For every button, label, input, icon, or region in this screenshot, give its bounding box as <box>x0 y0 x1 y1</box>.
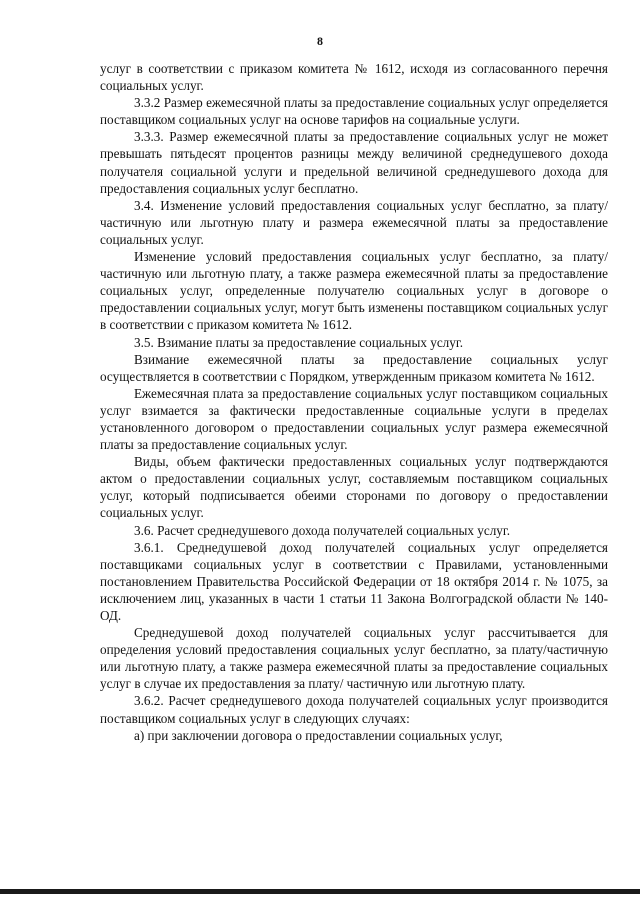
section-heading: 3.6. Расчет среднедушевого дохода получателей социальных услуг. <box>134 522 511 538</box>
page-number: 8 <box>317 34 323 48</box>
paragraph: Взимание ежемесячной платы за предоставление социальных услуг осуществляется в соответствии с Порядком, утвержденным приказом комитета № 1612. <box>100 351 608 384</box>
scan-edge-bar <box>0 889 640 894</box>
list-item: а) при заключении договора о предоставлении социальных услуг, <box>134 727 503 743</box>
section-heading: 3.5. Взимание платы за предоставление социальных услуг. <box>134 334 464 350</box>
paragraph: 3.3.3. Размер ежемесячной платы за предоставление социальных услуг не может превышать пятьдесят процентов разницы между величиной среднедушевого дохода получателя социальной услуги и предельной величиной среднедушевого дохода для предоставления социальных услуг бесплатно. <box>100 129 608 196</box>
paragraph: Изменение условий предоставления социальных услуг бесплатно, за плату/частичную или льготную плату, а также размера ежемесячной платы за предоставление социальных услуг, определенные получателю социальных услуг в договоре о предоставлении социальных услуг, могут быть изменены поставщиком социальных услуг в соответствии с приказом комитета № 1612. <box>100 249 608 333</box>
paragraph: Виды, объем фактически предоставленных социальных услуг подтверждаются актом о предоставлении социальных услуг, составляемым поставщиком социальных услуг, который подписывается обеими сторонами по договору о предоставлении социальных услуг. <box>100 454 608 521</box>
paragraph: 3.4. Изменение условий предоставления социальных услуг бесплатно, за плату/частичную или льготную плату и размера ежемесячной платы за предоставление социальных услуг. <box>100 197 608 247</box>
paragraph: 3.3.2 Размер ежемесячной платы за предоставление социальных услуг определяется поставщиком социальных услуг на основе тарифов на социальные услуги. <box>100 95 608 128</box>
paragraph: 3.6.2. Расчет среднедушевого дохода получателей социальных услуг производится поставщиком социальных услуг в следующих случаях: <box>100 693 608 726</box>
paragraph: услуг в соответствии с приказом комитета № 1612, исходя из согласованного перечня социальных услуг. <box>100 61 608 94</box>
paragraph: 3.6.1. Среднедушевой доход получателей социальных услуг определяется поставщиками социальных услуг в соответствии с Правилами, установленными постановлением Правительства Российской Федерации от 18 октября 2014 г. № 1075, за исключением лиц, указанных в части 1 статьи 11 Закона Волгоградской области № 140-ОД. <box>100 539 608 623</box>
paragraph: Среднедушевой доход получателей социальных услуг рассчитывается для определения условий предоставления социальных услуг бесплатно, за плату/частичную или льготную плату, а также размера ежемесячной платы за предоставление социальных услуг в случае их предоставления за плату/ частичную или льготную плату. <box>100 625 608 692</box>
document-body <box>100 60 608 744</box>
paragraph: Ежемесячная плата за предоставление социальных услуг поставщиком социальных услуг взимается за фактически предоставленные социальные услуги в пределах установленного договором о предоставлении социальных услуг размера ежемесячной платы за предоставление социальных услуг. <box>100 385 608 453</box>
